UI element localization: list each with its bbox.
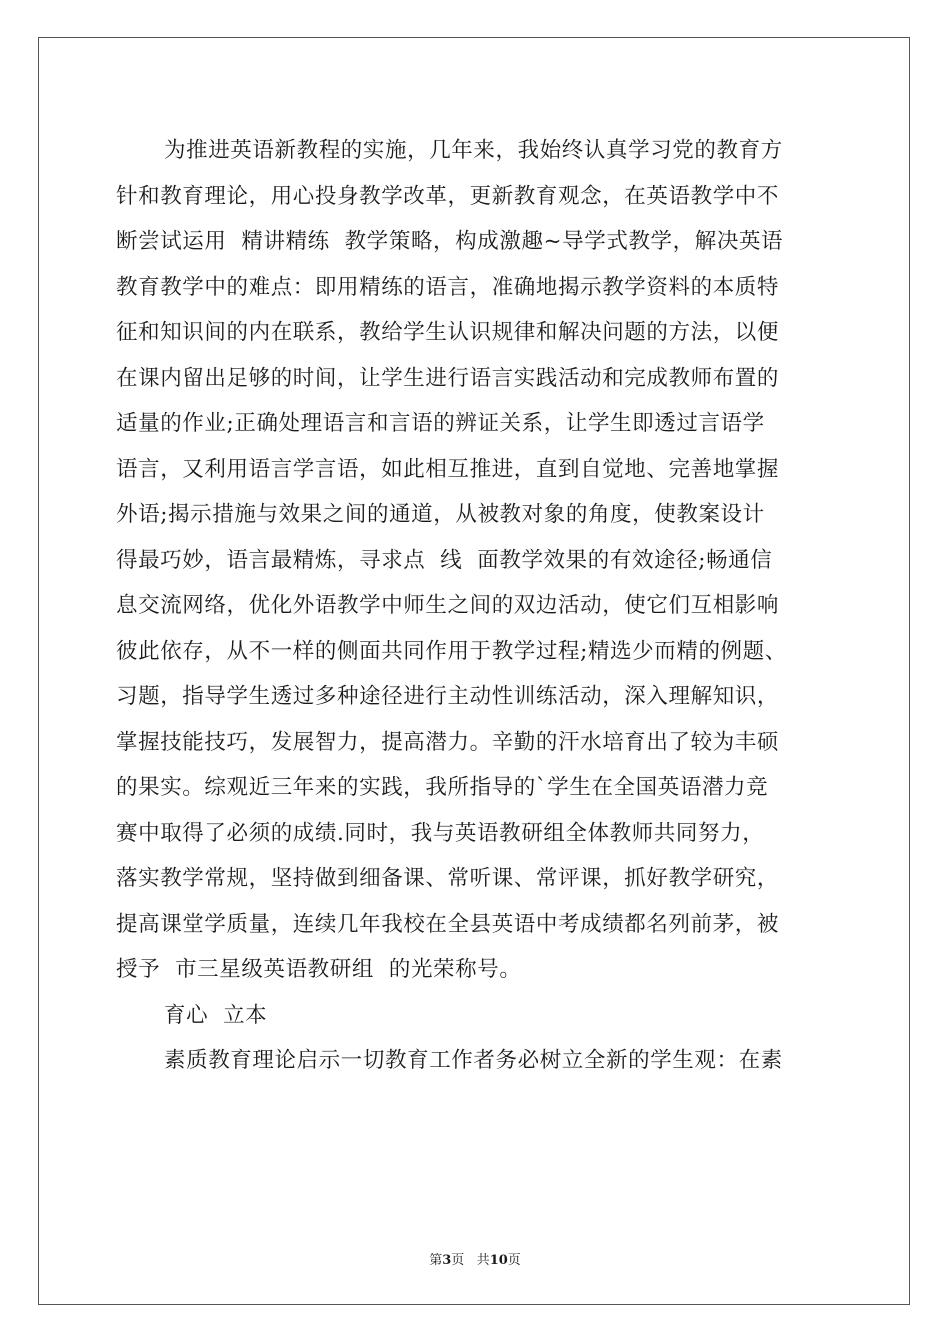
paragraph-line: 提高课堂学质量，连续几年我校在全县英语中考成绩都名列前茅，被 xyxy=(116,911,780,937)
paragraph-line: 素质教育理论启示一切教育工作者务必树立全新的学生观：在素 xyxy=(164,1048,783,1073)
paragraph-line: 息交流网络，优化外语教学中师生之间的双边活动，使它们互相影响 xyxy=(116,593,780,618)
paragraph-line: 彼此依存，从不一样的侧面共同作用于教学过程;精选少而精的例题、 xyxy=(116,638,787,664)
paragraph-line: 在课内留出足够的时间，让学生进行语言实践活动和完成教师布置的 xyxy=(116,365,780,391)
paragraph-line: 断尝试运用 精讲精练 教学策略，构成激趣~导学式教学，解决英语 xyxy=(116,229,784,254)
paragraph-line: 征和知识间的内在联系，教给学生认识规律和解决问题的方法，以便 xyxy=(116,320,780,345)
page-prefix: 第 xyxy=(429,1253,443,1268)
page-footer xyxy=(0,1249,950,1268)
paragraph-line: 语言，又利用语言学言语，如此相互推进，直到自觉地、完善地掌握 xyxy=(116,456,780,482)
paragraph-line: 教育教学中的难点：即用精练的语言，准确地揭示教学资料的本质特 xyxy=(116,274,780,300)
paragraph-line: 得最巧妙，语言最精炼，寻求点 线 面教学效果的有效途径;畅通信 xyxy=(116,547,773,573)
paragraph-line: 适量的作业;正确处理语言和言语的辨证关系，让学生即透过言语学 xyxy=(116,411,765,436)
document-body xyxy=(116,128,840,1084)
page-current: 3 xyxy=(442,1253,452,1268)
paragraph-line: 针和教育理论，用心投身教学改革，更新教育观念，在英语教学中不 xyxy=(116,183,780,209)
paragraph-line: 赛中取得了必须的成绩.同时，我与英语教研组全体教师共同努力， xyxy=(116,820,765,846)
total-prefix: 共 xyxy=(476,1253,490,1268)
section-heading: 育心 立本 xyxy=(164,1002,268,1028)
page-label: 页 xyxy=(451,1253,465,1268)
paragraph-line: 的果实。综观近三年来的实践，我所指导的`学生在全国英语潜力竞 xyxy=(116,775,769,800)
paragraph-line: 外语;揭示措施与效果之间的通道，从被教对象的角度，使教案设计 xyxy=(116,502,765,527)
paragraph-line: 习题，指导学生透过多种途径进行主动性训练活动，深入理解知识， xyxy=(116,684,780,709)
paragraph-line: 授予 市三星级英语教研组 的光荣称号。 xyxy=(116,957,522,982)
total-label: 页 xyxy=(507,1253,521,1268)
paragraph-line: 掌握技能技巧，发展智力，提高潜力。辛勤的汗水培育出了较为丰硕 xyxy=(116,729,780,755)
paragraph-line: 为推进英语新教程的实施，几年来，我始终认真学习党的教育方 xyxy=(164,138,783,163)
paragraph-line: 落实教学常规，坚持做到细备课、常听课、常评课，抓好教学研究， xyxy=(116,866,780,891)
page-total: 10 xyxy=(489,1253,508,1268)
